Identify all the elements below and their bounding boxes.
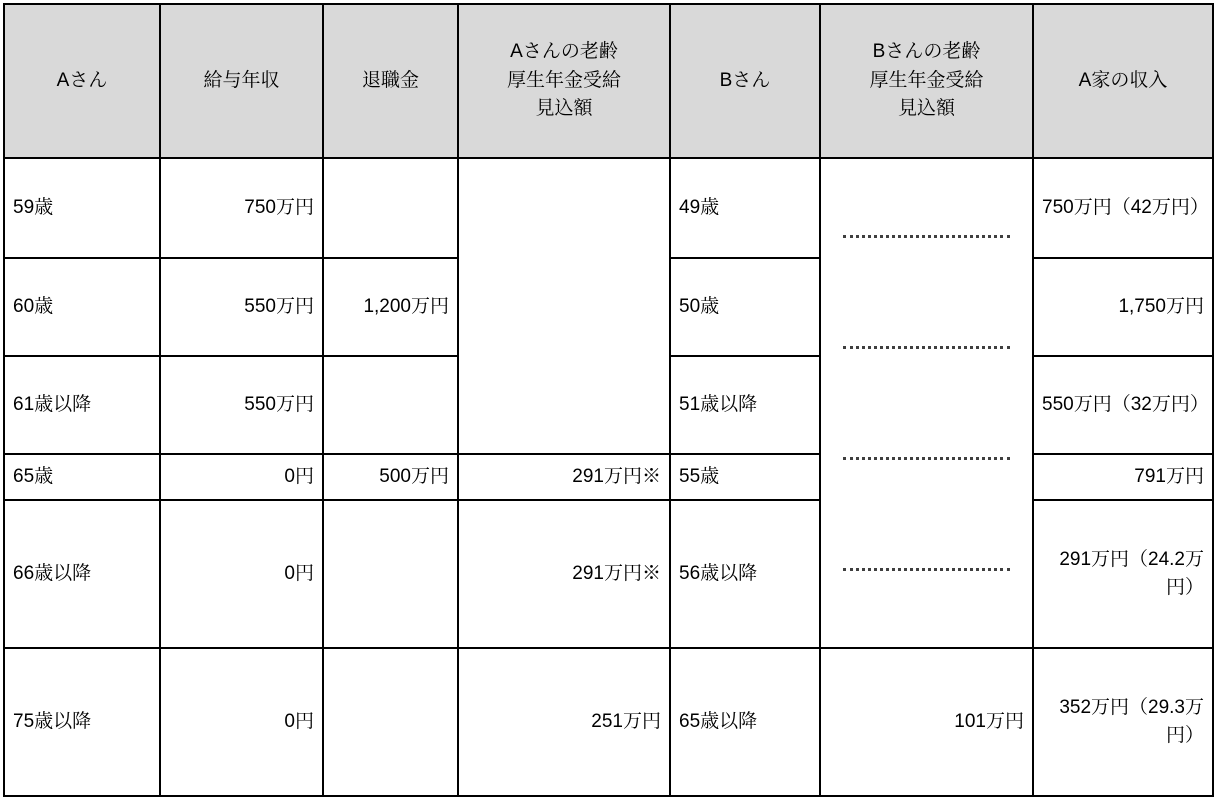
cell-a-pension-blank: [458, 158, 670, 454]
cell-b-age: 65歳以降: [670, 648, 820, 796]
column-header-b-pension-estimate-line2: 厚生年金受給: [869, 69, 984, 91]
table-row: [4, 648, 1213, 796]
cell-b-age: 56歳以降: [670, 500, 820, 648]
cell-household-income: 291万円（24.2万円）: [1033, 500, 1213, 648]
cell-retirement: 1,200万円: [323, 258, 458, 356]
column-header-a-person: Aさん: [4, 4, 160, 158]
cell-a-age: 60歳: [4, 258, 160, 356]
dotted-placeholder: [829, 163, 1024, 643]
column-header-a-pension-estimate-line3: 見込額: [535, 98, 593, 120]
cell-salary: 0円: [160, 500, 323, 648]
cell-a-age: 59歳: [4, 158, 160, 258]
cell-a-pension: 291万円※: [458, 500, 670, 648]
cell-b-age: 51歳以降: [670, 356, 820, 454]
cell-a-age: 65歳: [4, 454, 160, 500]
cell-b-age: 55歳: [670, 454, 820, 500]
dotted-line: [843, 235, 1011, 238]
column-header-a-pension-estimate-line1: Aさんの老齢: [510, 41, 618, 63]
column-header-annual-salary: 給与年収: [160, 4, 323, 158]
cell-household-income: 1,750万円: [1033, 258, 1213, 356]
cell-b-pension: 101万円: [820, 648, 1033, 796]
column-header-a-pension-estimate-line2: 厚生年金受給: [506, 69, 621, 91]
cell-retirement: [323, 648, 458, 796]
cell-b-age: 50歳: [670, 258, 820, 356]
cell-salary: 550万円: [160, 258, 323, 356]
income-table: [3, 3, 1214, 797]
table-body: [4, 158, 1213, 796]
cell-salary: 0円: [160, 648, 323, 796]
cell-retirement: [323, 158, 458, 258]
column-header-b-person: Bさん: [670, 4, 820, 158]
cell-b-age: 49歳: [670, 158, 820, 258]
column-header-household-income: A家の収入: [1033, 4, 1213, 158]
column-header-a-pension-estimate: [458, 4, 670, 158]
cell-b-pension-dotted: [820, 158, 1033, 648]
cell-a-age: 66歳以降: [4, 500, 160, 648]
dotted-line: [843, 568, 1011, 571]
cell-retirement: [323, 356, 458, 454]
dotted-line: [843, 346, 1011, 349]
cell-a-pension: 251万円: [458, 648, 670, 796]
cell-household-income: 352万円（29.3万円）: [1033, 648, 1213, 796]
cell-retirement: [323, 500, 458, 648]
cell-a-age: 61歳以降: [4, 356, 160, 454]
table-header: [4, 4, 1213, 158]
cell-salary: 550万円: [160, 356, 323, 454]
column-header-b-pension-estimate: [820, 4, 1033, 158]
cell-household-income: 750万円（42万円）: [1033, 158, 1213, 258]
cell-salary: 750万円: [160, 158, 323, 258]
cell-household-income: 550万円（32万円）: [1033, 356, 1213, 454]
cell-a-pension: 291万円※: [458, 454, 670, 500]
column-header-retirement-allowance: 退職金: [323, 4, 458, 158]
table-row: [4, 158, 1213, 258]
dotted-line: [843, 457, 1011, 460]
cell-household-income: 791万円: [1033, 454, 1213, 500]
cell-a-age: 75歳以降: [4, 648, 160, 796]
cell-retirement: 500万円: [323, 454, 458, 500]
table-header-row: [4, 4, 1213, 158]
cell-salary: 0円: [160, 454, 323, 500]
column-header-b-pension-estimate-line1: Bさんの老齢: [872, 41, 981, 63]
column-header-b-pension-estimate-line3: 見込額: [897, 98, 955, 120]
